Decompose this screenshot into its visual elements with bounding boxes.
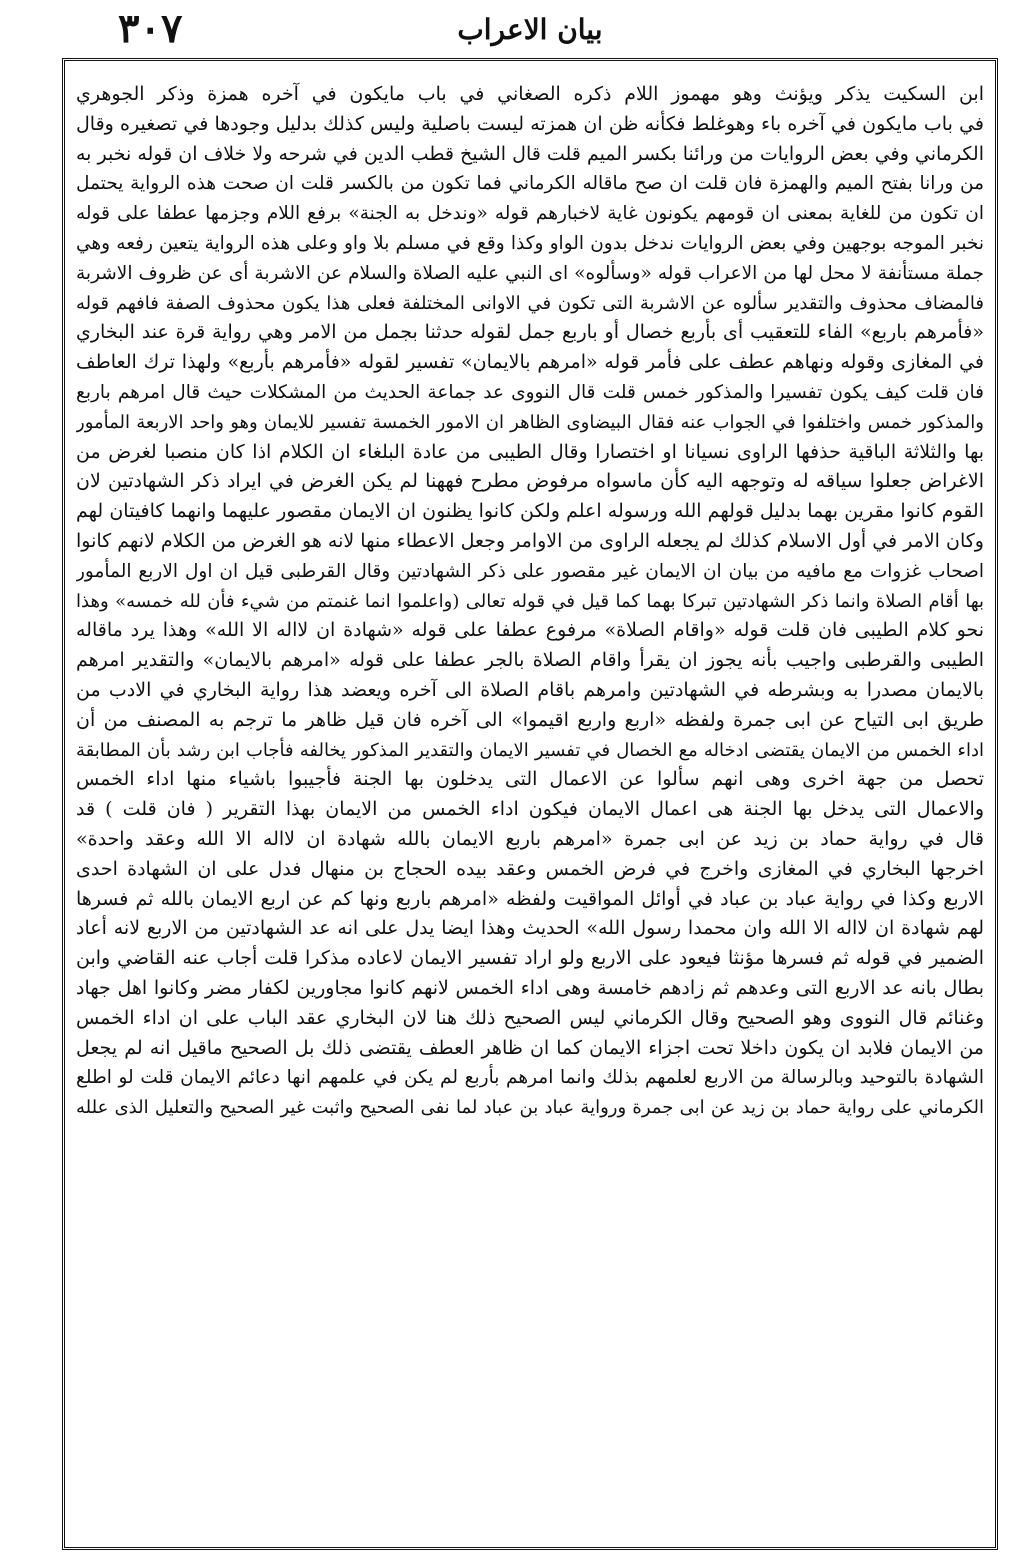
text-line: طريق ابى التياح عن ابى جمرة ولفظه «اربع واربع اقيموا» الى آخره فان قيل ظاهر ما ترجم به المصنف من أن bbox=[76, 708, 984, 731]
text-line: والمذكور خمس واختلفوا في الجواب عنه فقال البيضاوى الظاهر ان الامور الخمسة تفسير للايمان وهو واحد الاربعة المأمور bbox=[76, 411, 984, 433]
text-line: اداء الخمس من الايمان يقتضى ادخاله مع الخصال في تفسير الايمان والتقدير المذكور يخالفه فأجاب ابن رشد بأن المطابقة bbox=[76, 739, 984, 761]
text-line: بها أقام الصلاة وانما ذكر الشهادتين تبركا بهما كما قيل في قوله تعالى (واعلموا انما غنمتم من شيء فأن لله خمسه» وهذا bbox=[76, 590, 984, 612]
text-line: جملة مستأنفة لا محل لها من الاعراب قوله «وسألوه» اى النبي عليه الصلاة والسلام عن الاشربة أى عن ظروف الاشربة bbox=[76, 262, 984, 284]
text-line: بها والثلاثة الباقية حذفها الراوى نسيانا او اختصارا وقال الطيبى من عادة البلغاء ان الكلام اذا كان منصبا لغرض من bbox=[76, 440, 984, 463]
text-line: فالمضاف محذوف والتقدير سألوه عن الاشربة التى تكون في الاوانى المختلفة فعلى هذا يكون محذوف الصفة فافهم قوله bbox=[76, 292, 984, 314]
text-line: الطيبى والقرطبى واجيب بأنه يجوز ان يقرأ واقام الصلاة بالجر عطفا على قوله «امرهم بالايمان» والتقدير امرهم bbox=[76, 649, 984, 672]
text-line: من الايمان فلابد ان يكون داخلا تحت اجزاء الايمان كما ان ظاهر العطف يقتضى ذلك بل الصحيح ماقيل انه لم يجعل bbox=[76, 1036, 984, 1059]
body-text bbox=[76, 80, 984, 1123]
text-line: لهم شهادة ان لااله الا الله وان محمدا رسول الله» الحديث وهذا ايضا يدل على انه عد الشهادتين من الاربع لانه أعاد bbox=[76, 917, 984, 940]
text-line: فان قلت كيف يكون تفسيرا والمذكور خمس قلت قال النووى عد جماعة الحديث من المشكلات حيث قال امرهم باربع bbox=[76, 381, 984, 403]
text-line: اصحاب غزوات مع مافيه من بيان ان الايمان غير مقصور على ذكر الشهادتين وقال القرطبى قيل ان اول الاربع المأمور bbox=[76, 560, 984, 582]
text-line: من ورانا بفتح الميم والهمزة فان قلت ان صح ماقاله الكرماني فما تكون من بالكسر قلت ان صحت هذه الرواية يحتمل bbox=[76, 173, 984, 195]
text-line: الشهادة بالتوحيد وبالرسالة من الاربع لعلمهم بذلك وانما امرهم بأربع لم يكن في علمهم انها دعائم الايمان قلت لو اطلع bbox=[76, 1067, 984, 1089]
text-line: الاغراض جعلوا سياقه له وتوجهه اليه كأن ماسواه مرفوض مطرح فههنا لم يكن الغرض في ايراد ذكر الشهادتين لان bbox=[76, 470, 984, 493]
text-line: والاعمال التى يدخل بها الجنة هى اعمال الايمان فيكون اداء الخمس من الايمان بهذا التقرير ( فان قلت ) قد bbox=[76, 798, 984, 821]
text-line: نحو كلام الطيبى فان قلت قوله «واقام الصلاة» مرفوع عطفا على قوله «شهادة ان لااله الا الله» وهذا يرد ماقاله bbox=[76, 619, 984, 642]
page-number: ٣٠٧ bbox=[118, 5, 183, 52]
text-line: نخبر الموجه بوجهين وفي بعض الروايات ندخل بدون الواو وكذا وقع في مسلم بلا واو وعلى هذه الرواية يتعين رفعه وهي bbox=[76, 232, 984, 254]
text-line: بالايمان مصدرا به وبشرطه في الشهادتين وامرهم باقام الصلاة الى آخره ويعضد هذا رواية البخاري في الادب من bbox=[76, 678, 984, 701]
text-line: القوم كانوا مقرين بهما بدليل قولهم الله ورسوله اعلم ولكن كانوا يظنون ان الايمان مقصور عليهما وانهما كافيتان لهم bbox=[76, 500, 984, 523]
text-line: ابن السكيت يذكر ويؤنث وهو مهموز اللام ذكره الصغاني في باب مايكون في آخره همزة وذكر الجوهري bbox=[76, 83, 984, 105]
text-line: تحصل من جهة اخرى وهى انهم سألوا عن الاعمال التى يدخلون بها الجنة فأجيبوا باشياء منها اداء الخمس bbox=[76, 768, 984, 791]
text-line: الكرماني على رواية حماد بن زيد عن ابى جمرة ورواية عباد بن عباد لما نفى الصحيح واثبت غير الصحيح والتعليل الذى علله bbox=[76, 1097, 984, 1119]
text-line: في المغازى وقوله ونهاهم عطف على فأمر قوله «امرهم بالايمان» تفسير لقوله «فأمرهم بأربع» ولهذا ترك العاطف bbox=[76, 351, 984, 374]
text-line: ان تكون من للغاية بمعنى ان قومهم يكونون غاية لاخبارهم قوله «وندخل به الجنة» برفع اللام وجزمها عطفا على قوله bbox=[76, 203, 984, 225]
text-line: الضمير في قوله ثم فسرها مؤنثا فيعود على الاربع ولو اراد تفسير الايمان لاعاده مذكرا قلت أجاب عنه القاضي وابن bbox=[76, 947, 984, 970]
text-line: الاربع وكذا في رواية عباد بن عباد في أوائل المواقيت ولفظه «امرهم باربع ونها كم عن اربع الايمان بالله ثم فسرها bbox=[76, 887, 984, 910]
text-line: «فأمرهم باربع» الفاء للتعقيب أى بأربع خصال أو باربع جمل لقوله حدثنا بجمل من الامر وهي رواية قرة عند البخاري bbox=[76, 321, 984, 344]
text-line: في باب مايكون في آخره باء وهوغلط فكأنه ظن ان همزته ليست باصلية وليس كذلك بدليل وجودها في تصغيره وقال bbox=[76, 112, 984, 135]
text-line: قال في رواية حماد بن زيد عن ابى جمرة «امرهم باربع الايمان بالله شهادة ان لااله الا الله وعقد واحدة» bbox=[76, 827, 984, 850]
text-line: اخرجها البخاري في المغازى واخرج في فرض الخمس وعقد بيده الحجاج بن منهال فدل على ان الشهادة احدى bbox=[76, 857, 984, 880]
text-line: بطال بانه عد الاربع التى وعدهم ثم زادهم خامسة وهى اداء الخمس لانهم كانوا مجاورين لكفار مضر وكانوا اهل جهاد bbox=[76, 976, 984, 999]
page-header bbox=[60, 6, 1000, 52]
text-line: وكان الامر في أول الاسلام كذلك لم يجعله الراوى من الاوامر وجعل الاعطاء منها لانه هو الغرض من الكلام لانهم كانوا bbox=[76, 529, 984, 552]
running-title: بيان الاعراب bbox=[457, 13, 603, 46]
text-line: الكرماني وفي بعض الروايات من ورائنا بكسر الميم قلت قال الشيخ قطب الدين في شرحه ولا خلاف ان قوله نخبر به bbox=[76, 142, 984, 165]
text-line: وغنائم قال النووى وهو الصحيح وقال الكرماني ليس الصحيح ذلك هنا لان البخاري عقد الباب على ان اداء الخمس bbox=[76, 1006, 984, 1029]
